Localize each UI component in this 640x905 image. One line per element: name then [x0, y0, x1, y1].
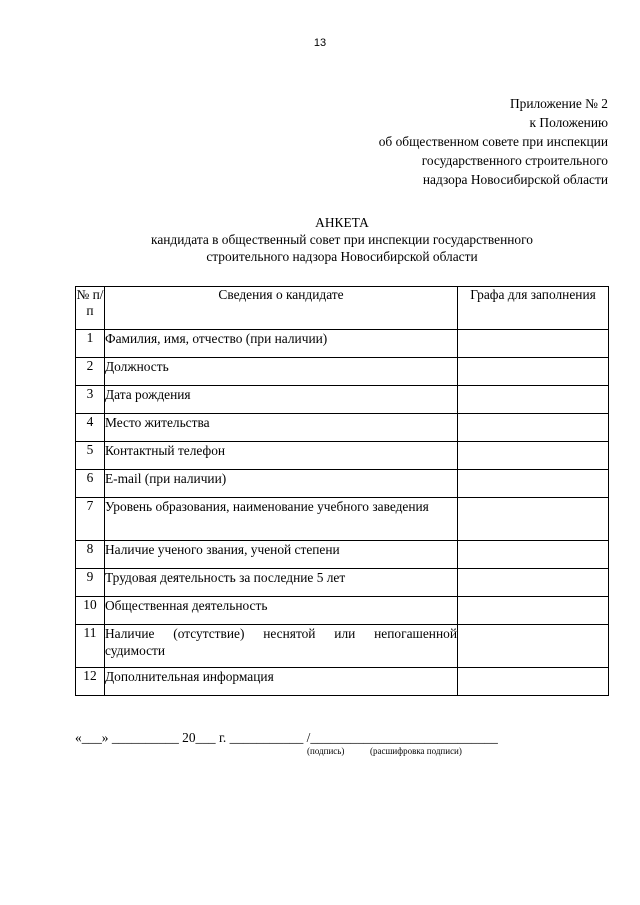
fill-cell[interactable]: [458, 668, 609, 696]
row-number: 9: [76, 569, 105, 597]
signature-caption: (подпись): [307, 746, 345, 756]
header-fill: Графа для заполнения: [458, 287, 609, 330]
form-title-block: [0, 214, 640, 265]
signature-decoding-caption: (расшифровка подписи): [370, 746, 462, 756]
row-label: Дополнительная информация: [105, 668, 458, 696]
form-subtitle-line: строительного надзора Новосибирской области: [206, 249, 478, 264]
form-title: АНКЕТА: [315, 215, 369, 230]
row-number: 12: [76, 668, 105, 696]
fill-cell[interactable]: [458, 541, 609, 569]
row-number: 10: [76, 597, 105, 625]
row-number: 6: [76, 470, 105, 498]
row-label: Наличие ученого звания, ученой степени: [105, 541, 458, 569]
table-row: [76, 414, 609, 442]
row-number: 7: [76, 498, 105, 541]
row-number: 4: [76, 414, 105, 442]
fill-cell[interactable]: [458, 625, 609, 668]
table-row: [76, 358, 609, 386]
appendix-line: государственного строительного: [421, 153, 608, 168]
fill-cell[interactable]: [458, 358, 609, 386]
table-row: [76, 442, 609, 470]
row-number: 1: [76, 330, 105, 358]
row-label: Место жительства: [105, 414, 458, 442]
row-number: 5: [76, 442, 105, 470]
table-row: [76, 498, 609, 541]
row-label: Контактный телефон: [105, 442, 458, 470]
table-row: [76, 597, 609, 625]
table-header-row: [76, 287, 609, 330]
appendix-line: Приложение № 2: [509, 96, 608, 111]
fill-cell[interactable]: [458, 442, 609, 470]
questionnaire-table: [75, 286, 609, 696]
header-num: № п/п: [76, 287, 105, 330]
fill-cell[interactable]: [458, 597, 609, 625]
table-row: [76, 330, 609, 358]
table-row: [76, 569, 609, 597]
fill-cell[interactable]: [458, 498, 609, 541]
row-number: 3: [76, 386, 105, 414]
fill-cell[interactable]: [458, 470, 609, 498]
row-number: 2: [76, 358, 105, 386]
appendix-header: [379, 94, 608, 189]
row-label: Наличие (отсутствие) неснятой или непогашенной судимости: [105, 625, 458, 668]
row-label: Уровень образования, наименование учебного заведения: [105, 498, 458, 541]
table-row: [76, 625, 609, 668]
fill-cell[interactable]: [458, 386, 609, 414]
table-row: [76, 541, 609, 569]
table-row: [76, 470, 609, 498]
row-label: Трудовая деятельность за последние 5 лет: [105, 569, 458, 597]
row-label: Фамилия, имя, отчество (при наличии): [105, 330, 458, 358]
row-number: 11: [76, 625, 105, 668]
appendix-line: об общественном совете при инспекции: [378, 134, 608, 149]
fill-cell[interactable]: [458, 414, 609, 442]
row-label: Должность: [105, 358, 458, 386]
page-number: 13: [313, 37, 327, 49]
table-row: [76, 668, 609, 696]
row-label: E-mail (при наличии): [105, 470, 458, 498]
row-label: Дата рождения: [105, 386, 458, 414]
table-row: [76, 386, 609, 414]
fill-cell[interactable]: [458, 569, 609, 597]
appendix-line: к Положению: [529, 115, 608, 130]
fill-cell[interactable]: [458, 330, 609, 358]
signature-line: «___» __________ 20___ г. ___________ /____________________________: [75, 730, 498, 745]
header-field: Сведения о кандидате: [105, 287, 458, 330]
row-label: Общественная деятельность: [105, 597, 458, 625]
appendix-line: надзора Новосибирской области: [422, 172, 608, 187]
form-subtitle-line: кандидата в общественный совет при инспекции государственного: [151, 232, 533, 247]
row-number: 8: [76, 541, 105, 569]
